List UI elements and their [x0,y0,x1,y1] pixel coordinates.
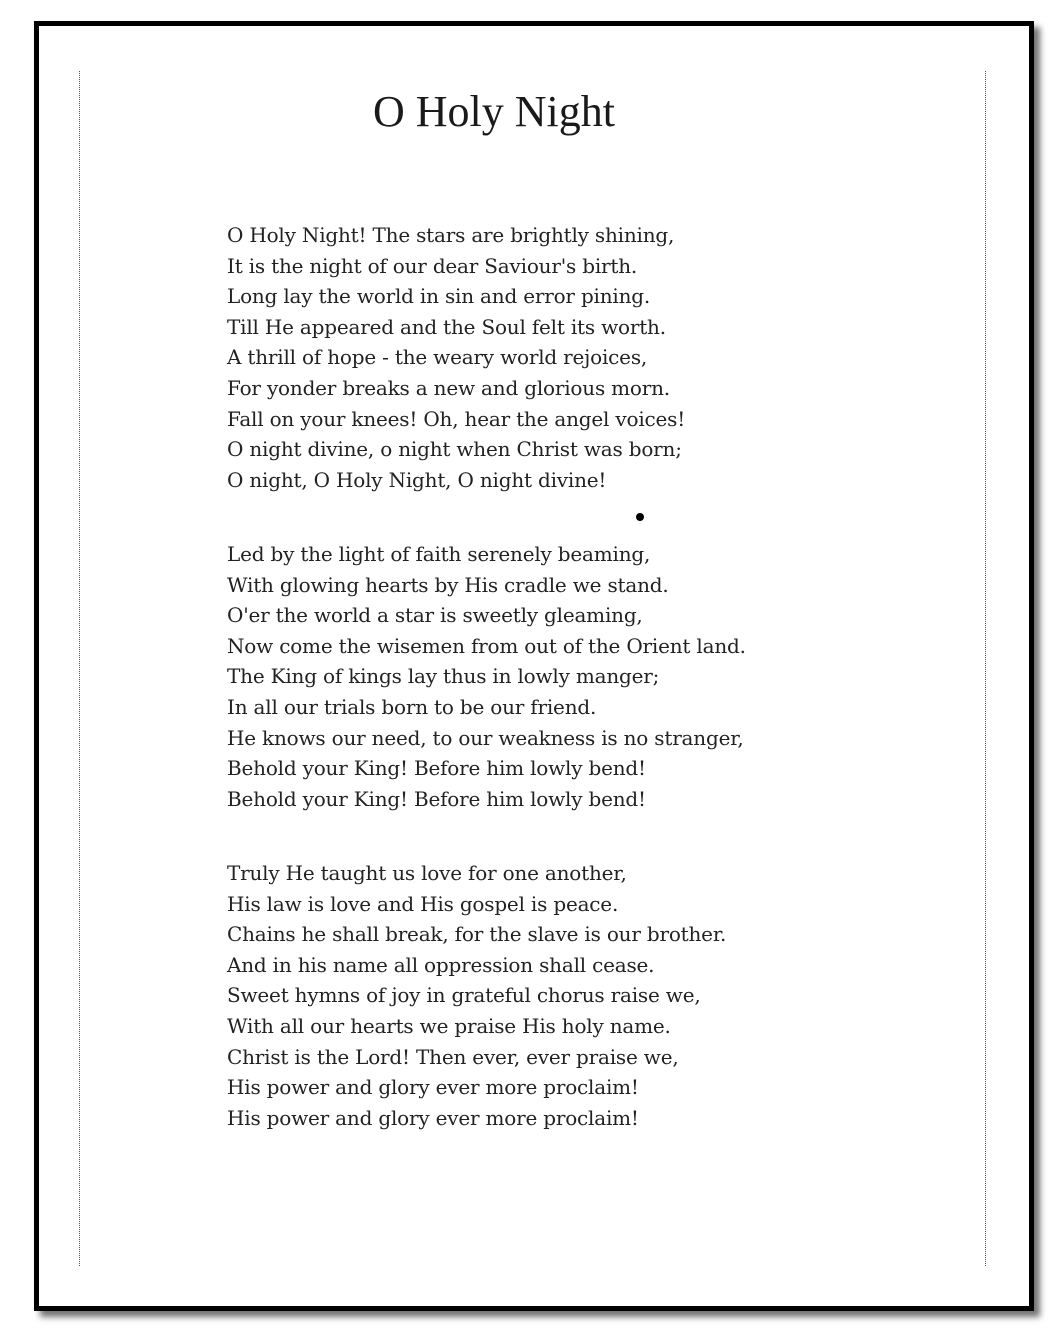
verse-line: It is the night of our dear Saviour's birth. [227,253,638,278]
verse-line: With all our hearts we praise His holy name. [227,1013,671,1038]
verse-line: A thrill of hope - the weary world rejoices, [227,345,648,370]
verse-line: Long lay the world in sin and error pining. [227,284,651,309]
stanza-1 [227,220,685,495]
verse-line: For yonder breaks a new and glorious morn. [227,375,670,400]
verse-line: Till He appeared and the Soul felt its worth. [227,314,666,339]
verse-line: Fall on your knees! Oh, hear the angel voices! [227,406,686,431]
verse-line: Led by the light of faith serenely beaming, [227,542,651,566]
verse-line: His power and glory ever more proclaim! [227,1105,639,1130]
bullet-dot [636,513,644,521]
verse-line: O Holy Night! The stars are brightly shining, [227,223,675,247]
verse-line: Sweet hymns of joy in grateful chorus raise we, [227,983,701,1008]
verse-line: Now come the wisemen from out of the Orient land. [227,633,746,658]
verse-line: He knows our need, to our weakness is no stranger, [227,725,744,750]
verse-line: O night, O Holy Night, O night divine! [227,467,607,492]
page-title: O Holy Night [373,87,615,136]
right-margin-guide [985,71,986,1266]
verse-line: His power and glory ever more proclaim! [227,1075,639,1100]
verse-line: Christ is the Lord! Then ever, ever praise we, [227,1044,679,1069]
verse-line: O night divine, o night when Christ was born; [227,437,682,462]
verse-line: And in his name all oppression shall cease. [227,952,655,977]
verse-line: In all our trials born to be our friend. [227,694,597,719]
verse-line: Behold your King! Before him lowly bend! [227,786,646,811]
verse-line: O'er the world a star is sweetly gleaming, [227,603,643,628]
verse-line: Behold your King! Before him lowly bend! [227,756,646,781]
document-page [34,21,1034,1311]
verse-line: With glowing hearts by His cradle we stand. [227,572,669,597]
left-margin-guide [79,71,80,1266]
verse-line: His law is love and His gospel is peace. [227,891,619,916]
stanza-3 [227,858,726,1133]
verse-line: Truly He taught us love for one another, [227,861,627,885]
stanza-2 [227,539,746,814]
verse-line: Chains he shall break, for the slave is our brother. [227,922,727,947]
verse-line: The King of kings lay thus in lowly manger; [227,664,660,689]
